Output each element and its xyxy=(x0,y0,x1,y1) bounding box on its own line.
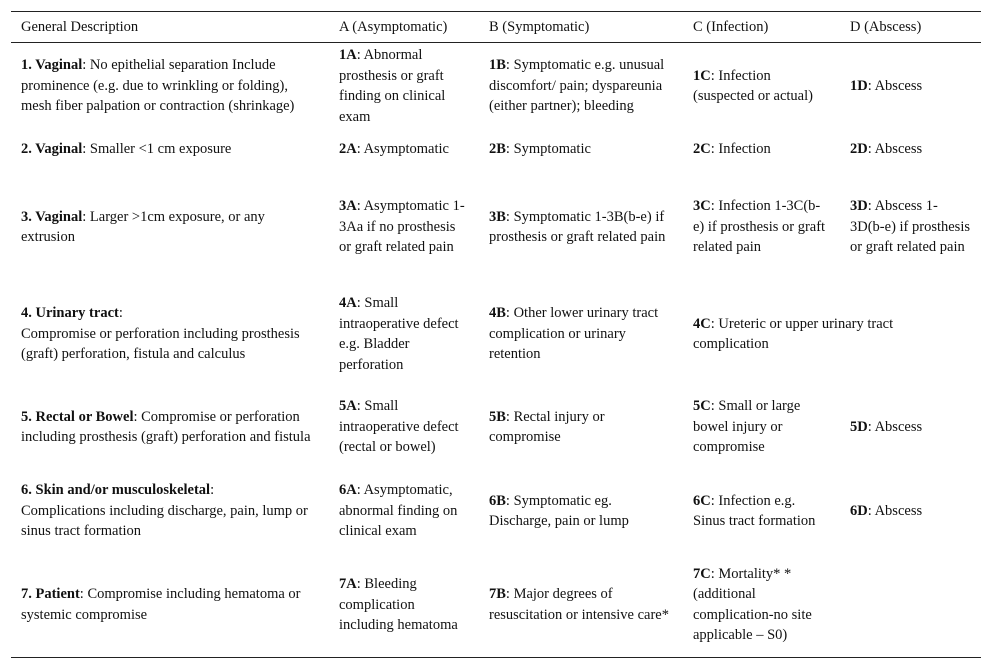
a-cell xyxy=(329,43,479,128)
code-b: 6B xyxy=(489,492,506,509)
code-c: 6C xyxy=(693,492,711,509)
d-cell xyxy=(840,469,981,553)
code-a: 2A xyxy=(339,140,357,157)
b-cell xyxy=(479,283,683,385)
code-d: 3D xyxy=(850,198,868,215)
code-c: 5C xyxy=(693,398,711,415)
general-cell xyxy=(11,385,329,469)
table-header xyxy=(11,12,981,43)
c-cell xyxy=(683,469,840,553)
b-text: : Symptomatic xyxy=(505,140,591,157)
table-row xyxy=(11,283,981,385)
category-description: : Compromise or perforation including prosthesis (graft) perforation and fistula xyxy=(21,408,311,445)
code-b: 7B xyxy=(489,586,506,603)
code-d: 2D xyxy=(850,140,868,157)
table-row xyxy=(11,171,981,283)
d-cell xyxy=(840,171,981,283)
general-cell xyxy=(11,43,329,128)
code-c: 3C xyxy=(693,198,711,215)
code-a: 6A xyxy=(339,482,357,499)
a-text: : Asymptomatic 1-3Aa if no prosthesis or graft related pain xyxy=(339,198,465,256)
table-row xyxy=(11,127,981,171)
c-cell xyxy=(683,385,840,469)
table-row xyxy=(11,43,981,128)
a-text: : Abnormal prosthesis or graft finding on clinical exam xyxy=(339,47,446,125)
header-d: D (Abscess) xyxy=(850,18,922,35)
c-text: : Ureteric or upper urinary tract complication xyxy=(693,315,894,352)
c-text: : Mortality* * (additional complication-no site applicable – S0) xyxy=(693,565,812,644)
b-text: : Major degrees of resuscitation or intensive care* xyxy=(489,586,669,623)
c-cell xyxy=(683,171,840,283)
table-row xyxy=(11,469,981,553)
table-row xyxy=(11,553,981,657)
header-b: B (Symptomatic) xyxy=(489,18,590,35)
a-text: : Small intraoperative defect (rectal or bowel) xyxy=(339,398,459,456)
d-text: : Abscess xyxy=(867,140,923,157)
code-c: 1C xyxy=(693,67,711,84)
classification-table xyxy=(11,11,981,658)
code-b: 2B xyxy=(489,140,506,157)
code-d: 6D xyxy=(850,502,868,519)
general-cell xyxy=(11,171,329,283)
c-text: : Infection 1-3C(b-e) if prosthesis or graft related pain xyxy=(693,198,826,256)
category-title: 4. Urinary tract xyxy=(21,305,119,322)
code-c: 4C xyxy=(693,315,711,332)
a-cell xyxy=(329,283,479,385)
category-description: : Compromise including hematoma or systemic compromise xyxy=(21,586,301,623)
b-cell xyxy=(479,171,683,283)
table-body xyxy=(11,43,981,658)
category-title: 7. Patient xyxy=(21,586,80,603)
b-text: : Symptomatic 1-3B(b-e) if prosthesis or graft related pain xyxy=(489,208,666,245)
d-text: : Abscess 1-3D(b-e) if prosthesis or graft related pain xyxy=(850,198,971,256)
b-text: : Symptomatic eg. Discharge, pain or lump xyxy=(489,492,629,529)
header-a: A (Asymptomatic) xyxy=(339,18,448,35)
d-cell xyxy=(840,43,981,128)
d-cell xyxy=(840,385,981,469)
b-cell xyxy=(479,127,683,171)
b-cell xyxy=(479,43,683,128)
category-title: 3. Vaginal xyxy=(21,208,83,225)
code-a: 3A xyxy=(339,198,357,215)
code-c: 2C xyxy=(693,140,711,157)
code-b: 1B xyxy=(489,57,506,74)
general-cell xyxy=(11,553,329,657)
category-description: Complications including discharge, pain, lump or sinus tract formation xyxy=(21,502,308,540)
category-description: : No epithelial separation Include prominence (e.g. due to wrinkling or folding), mesh fiber palpation or contraction (shrinkage) xyxy=(21,57,295,115)
a-cell xyxy=(329,127,479,171)
code-b: 5B xyxy=(489,408,506,425)
category-title: 5. Rectal or Bowel xyxy=(21,408,134,425)
code-d: 5D xyxy=(850,418,868,435)
category-description: : Smaller <1 cm exposure xyxy=(82,140,232,157)
category-title: 6. Skin and/or musculoskeletal xyxy=(21,482,211,499)
general-cell xyxy=(11,283,329,385)
c-text: : Small or large bowel injury or compromise xyxy=(693,398,801,456)
code-c: 7C xyxy=(693,565,711,582)
b-text: : Symptomatic e.g. unusual discomfort/ pain; dyspareunia (either partner); bleeding xyxy=(489,57,665,115)
category-description: : Larger >1cm exposure, or any extrusion xyxy=(21,208,265,245)
d-text: : Abscess xyxy=(867,418,923,435)
d-text: : Abscess xyxy=(867,502,923,519)
c-cell xyxy=(683,43,840,128)
b-cell xyxy=(479,553,683,657)
d-cell xyxy=(840,127,981,171)
code-a: 7A xyxy=(339,576,357,592)
a-text-example: e.g. Bladder perforation xyxy=(339,336,410,373)
category-description: Compromise or perforation including prosthesis (graft) perforation, fistula and calculus xyxy=(21,325,300,363)
b-text: : Other lower urinary tract complication or urinary retention xyxy=(489,305,659,363)
category-colon: : xyxy=(210,482,215,499)
d-text: : Abscess xyxy=(867,77,923,94)
a-text: : Asymptomatic, abnormal finding on clinical exam xyxy=(339,482,458,540)
c-text: : Infection (suspected or actual) xyxy=(693,67,813,104)
a-cell xyxy=(329,469,479,553)
a-cell xyxy=(329,171,479,283)
category-title: 1. Vaginal xyxy=(21,57,83,74)
a-cell xyxy=(329,553,479,657)
cd-cell xyxy=(683,283,981,385)
code-a: 1A xyxy=(339,47,357,63)
header-c: C (Infection) xyxy=(693,18,769,35)
code-d: 1D xyxy=(850,77,868,94)
d-cell xyxy=(840,553,981,657)
general-cell xyxy=(11,469,329,553)
c-text: : Infection e.g. Sinus tract formation xyxy=(693,492,816,529)
b-cell xyxy=(479,385,683,469)
a-text: : Small intraoperative defect xyxy=(339,295,459,332)
a-text: : Asymptomatic xyxy=(356,140,449,157)
a-text: : Bleeding complication including hematoma xyxy=(339,576,458,633)
code-b: 4B xyxy=(489,305,506,322)
table-row xyxy=(11,385,981,469)
general-cell xyxy=(11,127,329,171)
b-cell xyxy=(479,469,683,553)
category-title: 2. Vaginal xyxy=(21,140,83,157)
c-cell xyxy=(683,127,840,171)
c-text: : Infection xyxy=(710,140,771,157)
b-text: : Rectal injury or compromise xyxy=(489,408,605,445)
code-a: 5A xyxy=(339,398,357,415)
category-colon: : xyxy=(118,305,123,322)
header-row xyxy=(11,12,981,43)
a-cell xyxy=(329,385,479,469)
c-cell xyxy=(683,553,840,657)
code-a: 4A xyxy=(339,295,357,311)
code-b: 3B xyxy=(489,208,506,225)
header-general: General Description xyxy=(21,18,139,35)
